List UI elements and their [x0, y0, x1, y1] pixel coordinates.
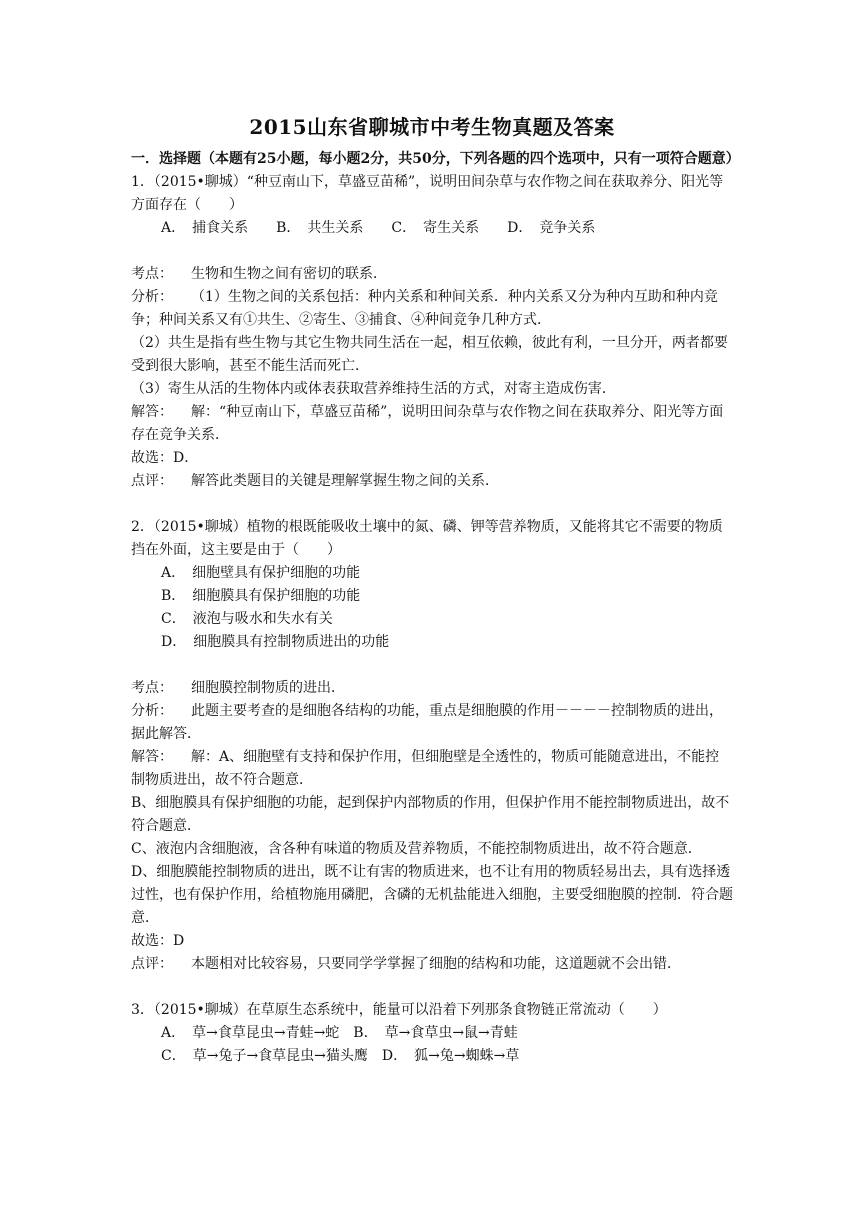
q1-option-b: B． 共生关系: [276, 220, 392, 236]
q1-kaodian-label: 考点：: [131, 266, 173, 282]
q1-dianping-label: 点评：: [131, 473, 173, 489]
q1-option-a: A． 捕食关系: [161, 220, 277, 236]
q1-kaodian: [131, 263, 733, 286]
question-2-stem: 2．（2015•聊城）植物的根既能吸收土壤中的氮、磷、钾等营养物质，又能将其它不需要的物质挡在外面，这主要是由于（ ）: [131, 519, 723, 558]
question-1-stem: 1．（2015•聊城）“种豆南山下，草盛豆苗稀”，说明田间杂草与农作物之间在获取养分、阳光等方面存在（ ）: [131, 174, 724, 213]
q2-kaodian-label: 考点：: [131, 680, 173, 696]
q1-option-d: D． 竞争关系: [507, 220, 596, 236]
q2-fenxi-text: 此题主要考查的是细胞各结构的功能，重点是细胞膜的作用－－－－控制物质的进出，据此解答．: [131, 703, 723, 742]
q1-jieda-text: 解：“种豆南山下，草盛豆苗稀”，说明田间杂草与农作物之间在获取养分、阳光等方面存在竞争关系．: [131, 404, 724, 443]
q1-dianping-text: 解答此类题目的关键是理解掌握生物之间的关系．: [191, 473, 499, 489]
q2-dianping: [131, 953, 733, 976]
q2-kaodian-text: 细胞膜控制物质的进出．: [191, 680, 345, 696]
q1-answer: 故选：D．: [131, 450, 199, 466]
question-1-options: [131, 217, 733, 240]
q2-dianping-text: 本题相对比较容易，只要同学学掌握了细胞的结构和功能，这道题就不会出错．: [191, 956, 681, 972]
q2-jieda: [131, 746, 733, 792]
q1-fenxi-text: （1）生物之间的关系包括：种内关系和种间关系．种内关系又分为种内互助和种内竞争；种间关系又有①共生、②寄生、③捕食、④种间竞争几种方式．: [131, 289, 718, 328]
q2-jieda-c: C、液泡内含细胞液，含各种有味道的物质及营养物质，不能控制物质进出，故不符合题意．: [131, 841, 702, 857]
q1-fenxi-3: （3）寄生从活的生物体内或体表获取营养维持生活的方式，对寄主造成伤害．: [131, 381, 616, 397]
q2-answer: 故选：D: [131, 933, 185, 949]
q1-jieda: [131, 401, 733, 447]
q2-jieda-b: B、细胞膜具有保护细胞的功能，起到保护内部物质的作用，但保护作用不能控制物质进出，故不符合题意．: [131, 795, 730, 834]
q2-jieda-d: D、细胞膜能控制物质的进出，既不让有害的物质进来，也不让有用的物质轻易出去，具有选择透过性，也有保护作用，给植物施用磷肥，含磷的无机盐能进入细胞，主要受细胞膜的控制．符合题意．: [131, 864, 733, 926]
document-page: [131, 112, 740, 1068]
q1-fenxi-2: （2）共生是指有些生物与其它生物共同生活在一起，相互依赖，彼此有利，一旦分开，两者都要受到很大影响，甚至不能生活而死亡．: [131, 335, 728, 374]
q2-option-a: A． 细胞壁具有保护细胞的功能: [161, 565, 361, 581]
q2-kaodian: [131, 677, 733, 700]
document-title: 2015山东省聊城市中考生物真题及答案: [249, 115, 615, 139]
q2-jieda-text: 解：A、细胞壁有支持和保护作用，但细胞壁是全透性的，物质可能随意进出，不能控制物质进出，故不符合题意．: [131, 749, 720, 788]
q2-fenxi-label: 分析：: [131, 703, 173, 719]
q2-option-b: B． 细胞膜具有保护细胞的功能: [161, 588, 361, 604]
q1-dianping: [131, 470, 733, 493]
q1-option-c: C． 寄生关系: [391, 220, 508, 236]
q1-jieda-label: 解答：: [131, 404, 173, 420]
q3-options-row-2: C． 草→兔子→食草昆虫→猫头鹰 D． 狐→兔→蜘蛛→草: [161, 1048, 520, 1064]
q2-dianping-label: 点评：: [131, 956, 173, 972]
q3-options-row-1: A． 草→食草昆虫→青蛙→蛇 B． 草→食草虫→鼠→青蛙: [161, 1025, 518, 1041]
q2-option-d: D． 细胞膜具有控制物质进出的功能: [161, 634, 390, 650]
q1-kaodian-text: 生物和生物之间有密切的联系．: [191, 266, 387, 282]
section-heading: 一．选择题（本题有25小题，每小题2分，共50分，下列各题的四个选项中，只有一项符合题意）: [131, 151, 740, 167]
q1-fenxi: [131, 286, 733, 332]
question-3-stem: 3．（2015•聊城）在草原生态系统中，能量可以沿着下列那条食物链正常流动（ ）: [131, 1002, 667, 1018]
q2-option-c: C． 液泡与吸水和失水有关: [161, 611, 333, 627]
q2-fenxi: [131, 700, 733, 746]
q1-fenxi-label: 分析：: [131, 289, 173, 305]
q2-jieda-label: 解答：: [131, 749, 173, 765]
